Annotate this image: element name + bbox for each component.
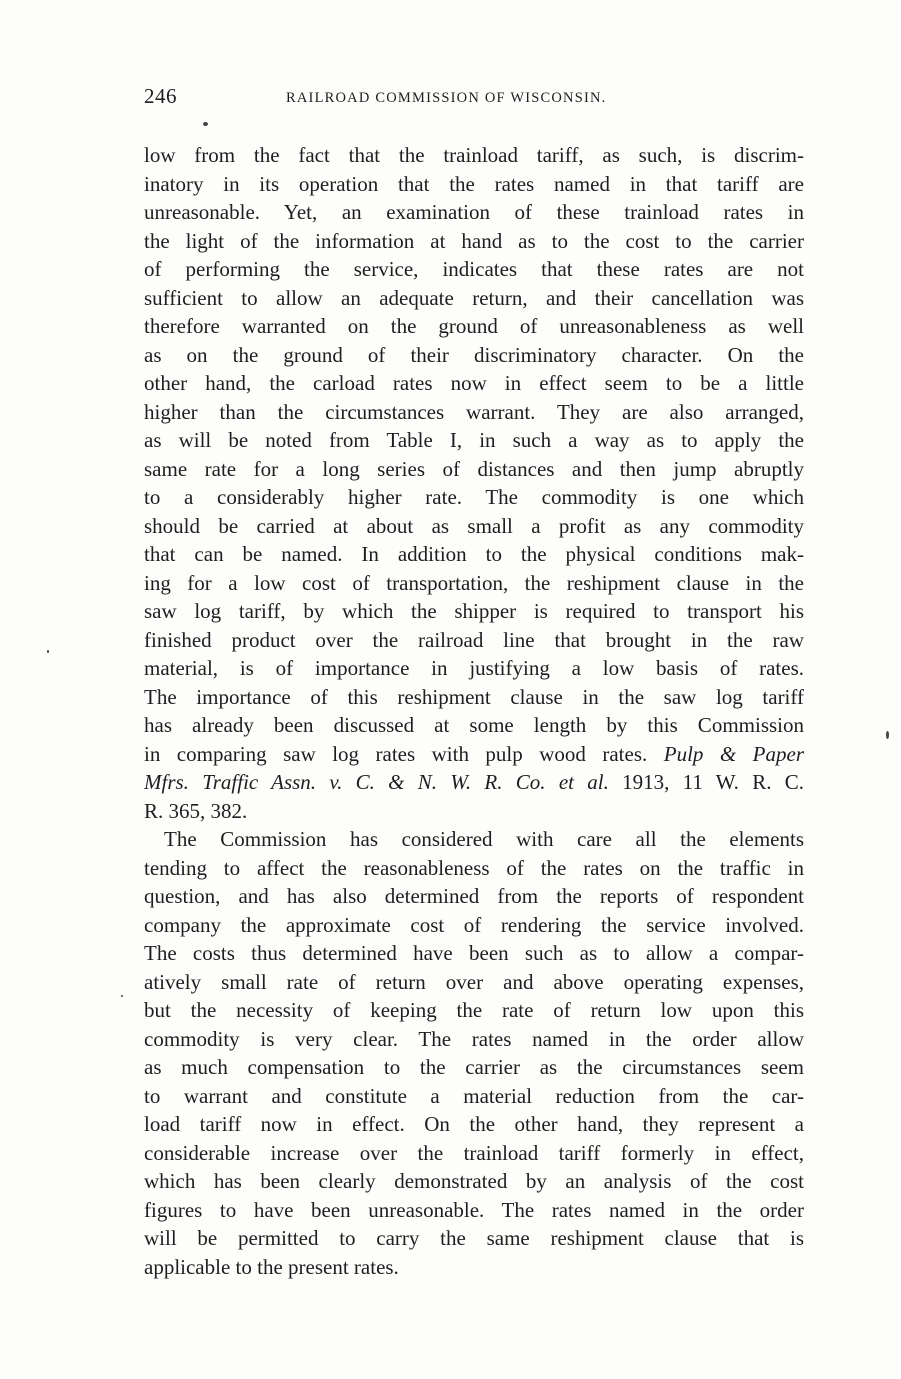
text-line: applicable to the present rates. bbox=[144, 1254, 399, 1279]
body-text bbox=[144, 141, 804, 1281]
text-line: the light of the information at hand as to the cost to the carrier bbox=[144, 228, 804, 253]
paragraph-1 bbox=[144, 141, 804, 825]
text-line: commodity is very clear. The rates named in the order allow bbox=[144, 1026, 804, 1051]
text-line: considerable increase over the trainload tariff formerly in effect, bbox=[144, 1140, 804, 1165]
citation-case-name: Mfrs. Traffic Assn. v. C. & N. W. R. Co. et al. bbox=[144, 770, 609, 794]
text-line: same rate for a long series of distances and then jump abruptly bbox=[144, 456, 804, 481]
text-line: low from the fact that the trainload tariff, as such, is discrim- bbox=[144, 143, 804, 167]
citation-case-name: Pulp & Paper bbox=[663, 741, 804, 766]
text-line: The Commission has considered with care all the elements bbox=[164, 827, 804, 851]
text-line: atively small rate of return over and above operating expenses, bbox=[144, 969, 804, 994]
text-line: tending to affect the reasonableness of the rates on the traffic in bbox=[144, 855, 804, 880]
text-line: of performing the service, indicates that these rates are not bbox=[144, 257, 804, 281]
citation-line: R. 365, 382. bbox=[144, 798, 248, 823]
text-line: as will be noted from Table I, in such a way as to apply the bbox=[144, 428, 804, 452]
header-title: RAILROAD COMMISSION OF WISCONSIN. bbox=[286, 90, 607, 106]
running-header bbox=[144, 84, 804, 112]
text-line: The importance of this reshipment clause in the saw log tariff bbox=[144, 684, 804, 709]
text-line: will be permitted to carry the same reshipment clause that is bbox=[144, 1226, 804, 1250]
text-line: The costs thus determined have been such as to allow a compar- bbox=[144, 941, 804, 965]
text-line: higher than the circumstances warrant. They are also arranged, bbox=[144, 399, 804, 424]
text-line: material, is of importance in justifying a low basis of rates. bbox=[144, 656, 804, 680]
text-line: other hand, the carload rates now in effect seem to be a little bbox=[144, 371, 804, 395]
scan-speck bbox=[47, 650, 49, 653]
text-line: but the necessity of keeping the rate of return low upon this bbox=[144, 998, 804, 1022]
text-line: ing for a low cost of transportation, the reshipment clause in the bbox=[144, 570, 804, 595]
text-line: company the approximate cost of rendering the service involved. bbox=[144, 912, 804, 937]
citation-reference: 1913, 11 W. R. C. bbox=[608, 770, 804, 794]
text-line: has already been discussed at some length by this Commission bbox=[144, 713, 804, 737]
text-line: saw log tariff, by which the shipper is required to transport his bbox=[144, 599, 804, 623]
text-line: figures to have been unreasonable. The rates named in the order bbox=[144, 1197, 804, 1222]
text-line: load tariff now in effect. On the other hand, they represent a bbox=[144, 1112, 804, 1136]
text-line: question, and has also determined from the reports of respondent bbox=[144, 884, 804, 908]
text-line: that can be named. In addition to the physical conditions mak- bbox=[144, 542, 804, 566]
text-line: should be carried at about as small a profit as any commodity bbox=[144, 513, 804, 538]
text-line: finished product over the railroad line that brought in the raw bbox=[144, 627, 804, 652]
text-line: therefore warranted on the ground of unreasonableness as well bbox=[144, 314, 804, 338]
text-line: inatory in its operation that the rates named in that tariff are bbox=[144, 171, 804, 196]
scan-speck bbox=[886, 731, 889, 739]
text-line: sufficient to allow an adequate return, and their cancellation was bbox=[144, 285, 804, 310]
scan-speck bbox=[203, 122, 208, 126]
text-line: to a considerably higher rate. The commodity is one which bbox=[144, 485, 804, 509]
citation-line bbox=[144, 740, 804, 769]
text-line: as on the ground of their discriminatory character. On the bbox=[144, 342, 804, 367]
paragraph-2 bbox=[144, 825, 804, 1281]
text-line: as much compensation to the carrier as the circumstances seem bbox=[144, 1055, 804, 1079]
citation-line bbox=[144, 768, 804, 797]
text-line: to warrant and constitute a material reduction from the car- bbox=[144, 1083, 804, 1108]
text-line: unreasonable. Yet, an examination of these trainload rates in bbox=[144, 200, 804, 224]
text-line: which has been clearly demonstrated by an analysis of the cost bbox=[144, 1169, 804, 1193]
scan-speck bbox=[121, 995, 123, 997]
page-number: 246 bbox=[144, 84, 177, 108]
citation-lead-text: in comparing saw log rates with pulp wood rates. bbox=[144, 741, 648, 766]
